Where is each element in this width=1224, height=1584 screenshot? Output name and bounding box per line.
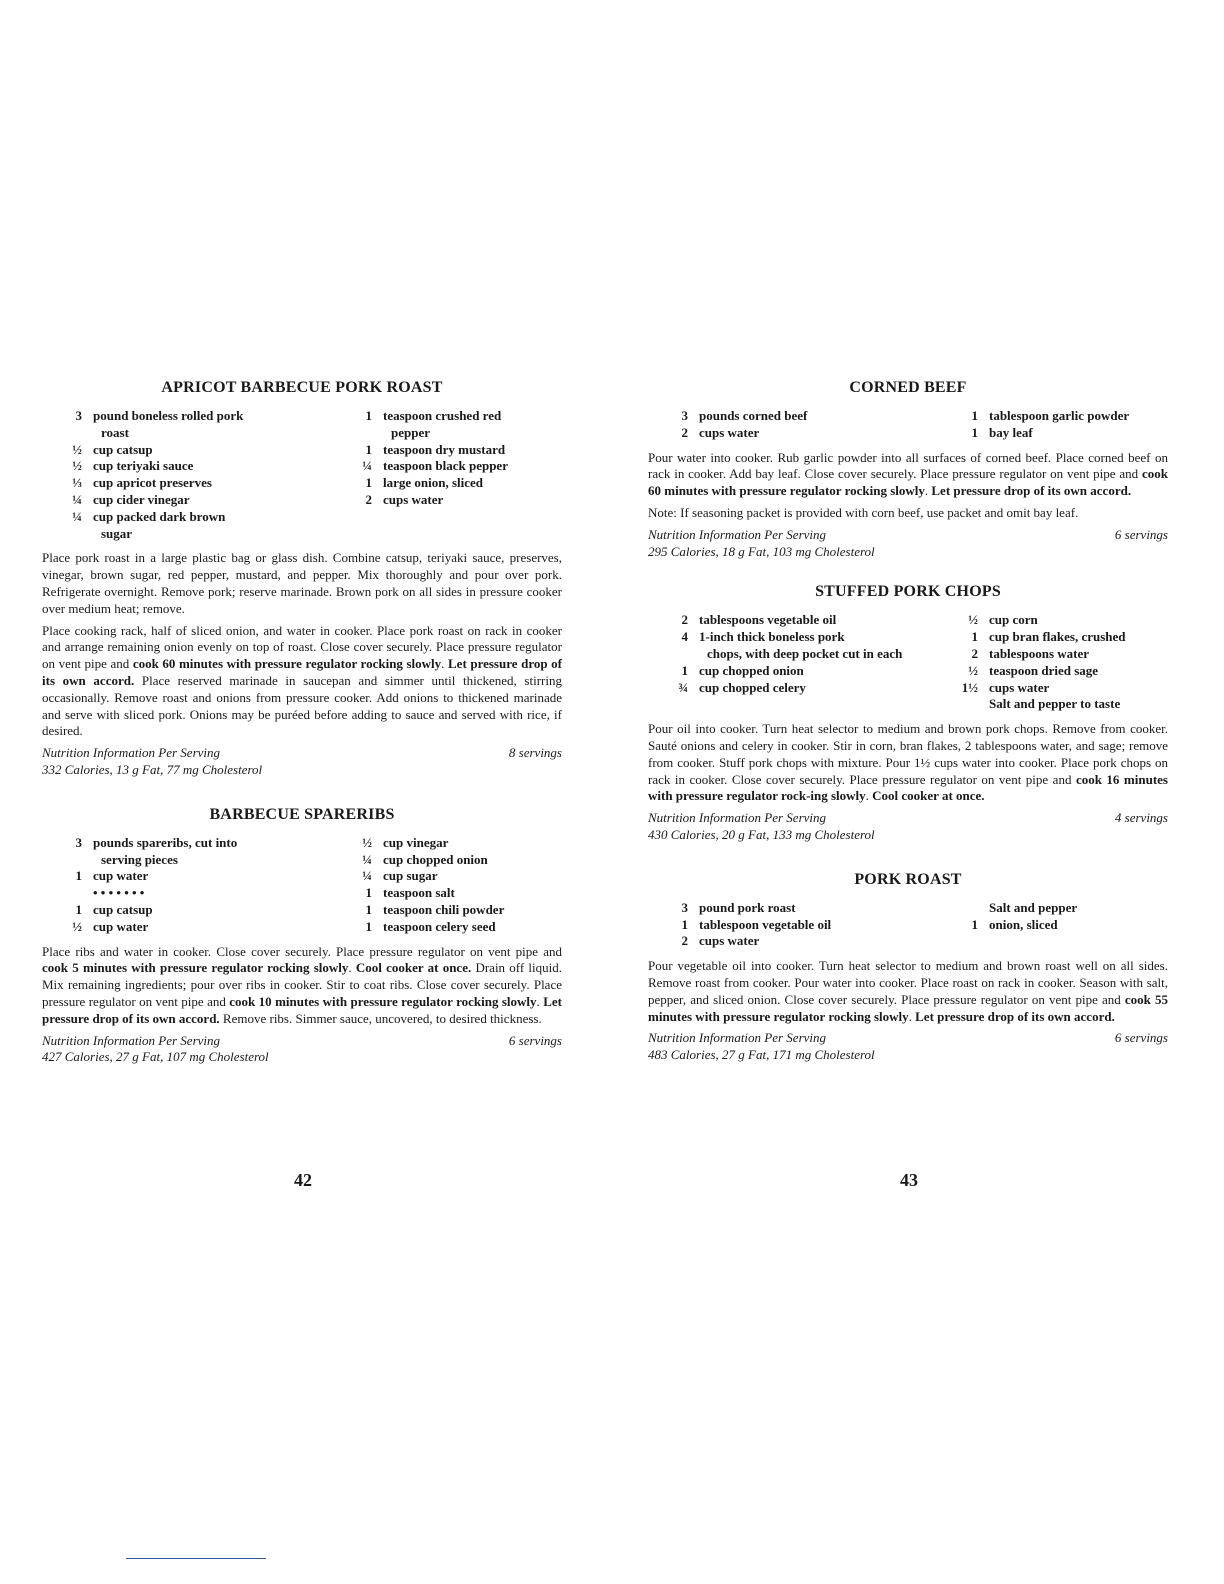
ingredient-quantity: 1	[365, 885, 372, 901]
instruction-emphasis: Let pressure drop of its own accord.	[931, 483, 1132, 499]
footer-link-underline	[126, 1558, 266, 1559]
ingredient-text	[93, 475, 302, 492]
instruction-text: .	[924, 483, 932, 499]
ingredient-item	[354, 835, 562, 852]
recipe-title: PORK ROAST	[854, 870, 962, 888]
instruction-text: .	[348, 960, 356, 976]
ingredient-item	[64, 442, 302, 459]
ingredient-item	[64, 902, 302, 919]
ingredient-quantity: 1	[365, 918, 372, 934]
ingredient-quantity: 3	[75, 408, 82, 423]
ingredient-item	[960, 425, 1168, 442]
ingredient-quantity: 1	[75, 868, 82, 884]
ingredient-column	[42, 408, 302, 542]
ingredient-quantity: ¼	[362, 851, 372, 867]
ingredient-quantity: ½	[72, 441, 82, 457]
ingredient-name: cup sugar	[383, 868, 438, 884]
ingredient-name: pound pork roast	[699, 899, 796, 915]
ingredient-text	[383, 442, 562, 459]
ingredient-item	[670, 612, 908, 629]
ingredient-quantity: ¼	[72, 491, 82, 507]
ingredient-name: tablespoon vegetable oil	[699, 916, 832, 932]
ingredient-text	[699, 933, 908, 950]
ingredient-item	[64, 509, 302, 543]
instruction-text: Place cooking rack, half of sliced onion, and water in cooker. Place pork roast on rack in cooker and arrange remaining onion evenly on top of roast. Close cover securely. Place pressure regulator on vent pipe and	[42, 622, 562, 672]
ingredient-name: cup chopped celery	[699, 679, 806, 695]
instruction-text: Place reserved marinade in saucepan and simmer until thickened, stirring occasionally. Remove roast and onions from pressure cooker. Add onions to thickened marinade and serve with sliced pork. Onions may be puréed before adding to sauce and served with rice, if desired.	[42, 672, 562, 739]
ingredient-quantity: 1	[971, 629, 978, 645]
ingredient-column	[42, 835, 302, 936]
ingredient-name: pounds corned beef	[699, 408, 808, 423]
ingredient-quantity: 2	[681, 424, 688, 440]
ingredient-quantity: ½	[362, 834, 372, 850]
ingredient-item	[960, 408, 1168, 425]
ingredient-name: cups water	[383, 491, 444, 507]
ingredient-name: teaspoon black pepper	[383, 458, 508, 474]
ingredient-item	[64, 868, 302, 885]
ingredient-quantity	[960, 900, 978, 917]
ingredient-quantity: 1	[365, 408, 372, 423]
ingredient-list	[648, 900, 1168, 950]
ingredient-text	[93, 492, 302, 509]
ingredient-item	[670, 629, 908, 663]
ingredient-text	[383, 885, 562, 902]
ingredient-name: cups water	[699, 933, 760, 949]
servings-count: 6 servings	[1114, 1030, 1168, 1046]
instruction-emphasis: Let pressure drop of its own accord.	[42, 993, 562, 1026]
ingredient-quantity: ¾	[678, 679, 688, 695]
nutrition-header	[42, 1033, 562, 1050]
ingredient-item	[354, 885, 562, 902]
ingredient-text	[93, 835, 302, 869]
ingredient-name: Salt and pepper	[989, 899, 1078, 915]
ingredient-item	[354, 442, 562, 459]
nutrition-label: Nutrition Information Per Serving	[648, 526, 827, 542]
nutrition-values: 295 Calories, 18 g Fat, 103 mg Cholesterol	[648, 543, 875, 559]
recipe	[42, 378, 562, 779]
ingredient-name: cup teriyaki sauce	[93, 458, 194, 474]
ingredient-name-continued: roast	[101, 424, 129, 440]
ingredient-quantity: ½	[968, 662, 978, 678]
ingredient-list	[648, 408, 1168, 442]
recipe-title: CORNED BEEF	[849, 379, 967, 396]
ingredient-name: teaspoon crushed red	[383, 408, 502, 423]
ingredient-column	[648, 612, 908, 713]
ingredient-text	[383, 868, 562, 885]
ingredient-text	[93, 919, 302, 936]
ingredient-item	[960, 917, 1168, 934]
ingredient-name: cup cider vinegar	[93, 491, 190, 507]
ingredient-item	[960, 629, 1168, 646]
ingredient-quantity: 1	[365, 441, 372, 457]
ingredient-text	[989, 612, 1168, 629]
servings-count: 6 servings	[508, 1032, 562, 1048]
instruction-emphasis: Cool cooker at once.	[355, 960, 472, 976]
ingredient-quantity: 3	[681, 408, 688, 423]
ingredient-item	[670, 900, 908, 917]
ingredient-text	[699, 680, 908, 697]
right-page	[648, 378, 1168, 1064]
instructions-paragraph	[42, 550, 562, 617]
instruction-emphasis: Let pressure drop of its own accord.	[42, 656, 562, 688]
ingredient-name-continued: chops, with deep pocket cut in each	[707, 645, 903, 661]
ingredient-item	[960, 680, 1168, 697]
ingredient-item	[354, 408, 562, 442]
ingredient-name: teaspoon dried sage	[989, 662, 1099, 678]
instruction-text: Pour water into cooker. Rub garlic powder into all surfaces of corned beef. Place corned beef on rack in cooker. Add bay leaf. Close cover securely. Place pressure regulator on vent pipe and	[648, 449, 1168, 482]
instructions-paragraph	[648, 721, 1168, 805]
ingredient-name: tablespoon garlic powder	[989, 408, 1130, 423]
ingredient-text	[383, 408, 562, 442]
ingredient-name: tablespoons vegetable oil	[699, 612, 837, 628]
ingredient-item	[64, 475, 302, 492]
instruction-emphasis: cook 10 minutes with pressure regulator rocking slowly	[229, 993, 537, 1009]
instruction-text: Drain off liquid. Mix remaining ingredients; pour over ribs in cooker. Stir to coat ribs. Close cover securely. Place pressure regulator on vent pipe and	[42, 960, 563, 1009]
ingredient-column	[302, 835, 562, 936]
ingredient-name: cup water	[93, 918, 149, 934]
ingredient-column	[302, 408, 562, 542]
ingredient-item	[670, 663, 908, 680]
ingredient-text	[699, 917, 908, 934]
instruction-emphasis: cook 55 minutes with pressure regulator rocking slowly	[648, 991, 1168, 1024]
ingredient-quantity: 2	[681, 933, 688, 949]
ingredient-text	[383, 919, 562, 936]
ingredient-quantity: 3	[681, 899, 688, 915]
nutrition-header	[648, 1030, 1168, 1047]
ingredient-name-continued: sugar	[101, 525, 133, 541]
ingredient-item	[64, 492, 302, 509]
ingredient-item	[354, 902, 562, 919]
instruction-text: .	[536, 993, 544, 1009]
instruction-text: Place ribs and water in cooker. Close cover securely. Place pressure regulator on vent pipe and	[42, 943, 562, 959]
ingredient-quantity: 1	[971, 424, 978, 440]
ingredient-item	[64, 885, 302, 902]
nutrition-label: Nutrition Information Per Serving	[648, 1030, 827, 1046]
ingredient-name: teaspoon chili powder	[383, 901, 505, 917]
ingredient-name: cup bran flakes, crushed	[989, 629, 1126, 645]
ingredient-name: cups water	[699, 424, 760, 440]
ingredient-text	[93, 885, 302, 902]
ingredient-text	[989, 408, 1168, 425]
ingredient-text	[383, 458, 562, 475]
ingredient-text	[383, 475, 562, 492]
ingredient-item	[670, 425, 908, 442]
ingredient-text	[93, 902, 302, 919]
ingredient-item	[64, 919, 302, 936]
ingredient-item	[64, 408, 302, 442]
ingredient-text	[699, 425, 908, 442]
ingredient-item	[354, 852, 562, 869]
ingredient-quantity: 2	[971, 645, 978, 661]
ingredient-item	[960, 663, 1168, 680]
recipe-title: STUFFED PORK CHOPS	[815, 583, 1001, 601]
ingredient-name: Salt and pepper to taste	[989, 696, 1121, 712]
nutrition-values: 430 Calories, 20 g Fat, 133 mg Cholesterol	[648, 826, 875, 842]
ingredient-item	[960, 900, 1168, 917]
ingredient-text	[989, 680, 1168, 697]
ingredient-item	[354, 919, 562, 936]
nutrition-header	[648, 527, 1168, 544]
instructions-paragraph	[648, 505, 1168, 522]
instruction-emphasis: cook 16 minutes with pressure regulator rock-ing slowly	[648, 771, 1168, 804]
ingredient-column	[648, 900, 908, 950]
instruction-text: Pour vegetable oil into cooker. Turn heat selector to medium and brown roast well on all sides. Remove roast from cooker. Pour water into cooker. Place roast on rack in cooker. Season with salt, pepper, and sliced onion. Close cover securely. Place pressure regulator on vent pipe and	[648, 958, 1168, 1007]
ingredient-quantity: ¼	[362, 868, 372, 884]
ingredient-text	[383, 492, 562, 509]
ingredient-item	[670, 408, 908, 425]
page-number-right: 43	[900, 1170, 918, 1190]
servings-count: 4 servings	[1114, 810, 1168, 826]
instruction-emphasis: Let pressure drop of its own accord.	[915, 1008, 1115, 1024]
ingredient-quantity: 1	[365, 901, 372, 917]
nutrition-label: Nutrition Information Per Serving	[648, 810, 827, 826]
ingredient-text	[989, 646, 1168, 663]
servings-count: 8 servings	[508, 745, 562, 761]
ingredient-quantity: 1	[365, 475, 372, 491]
ingredient-text	[699, 408, 908, 425]
ingredient-item	[64, 458, 302, 475]
nutrition-label: Nutrition Information Per Serving	[42, 1032, 221, 1048]
ingredient-text	[989, 629, 1168, 646]
instruction-text: Pour oil into cooker. Turn heat selector to medium and brown pork chops. Remove from cooker. Sauté onions and celery in cooker. Stir in corn, bran flakes, 2 tablespoons water, and sage; remove from cooker. Stuff pork chops with mixture. Pour 1½ cups water into cooker. Place pork chops on rack in cooker. Close cover securely. Place pressure regulator on vent pipe and	[648, 721, 1168, 787]
ingredient-quantity: ¼	[362, 458, 372, 474]
ingredient-list	[42, 408, 562, 542]
ingredient-name: onion, sliced	[989, 916, 1058, 932]
recipe	[42, 805, 562, 1066]
ingredient-name: tablespoons water	[989, 645, 1090, 661]
ingredient-item	[670, 917, 908, 934]
instruction-emphasis: cook 60 minutes with pressure regulator rocking slowly	[132, 656, 442, 672]
instructions-paragraph	[648, 450, 1168, 500]
ingredient-name-continued: pepper	[391, 424, 430, 440]
ingredient-list	[648, 612, 1168, 713]
ingredient-column	[908, 612, 1168, 713]
instruction-text: Place pork roast in a large plastic bag or glass dish. Combine catsup, teriyaki sauce, preserves, vinegar, brown sugar, red pepper, mustard, and pepper. Mix thoroughly and pour over pork. Refrigerate overnight. Remove pork; reserve marinade. Brown pork on all sides in pressure cooker over medium heat; remove.	[42, 550, 562, 616]
left-page	[42, 378, 562, 1066]
ingredient-text	[383, 852, 562, 869]
ingredient-name: cup catsup	[93, 901, 153, 917]
recipe-title: APRICOT BARBECUE PORK ROAST	[161, 379, 443, 396]
ingredient-text	[699, 629, 908, 663]
instruction-emphasis: Cool cooker at once.	[872, 788, 985, 804]
ingredient-name: cup vinegar	[383, 834, 449, 850]
ingredient-quantity: 1	[971, 916, 978, 932]
nutrition-header	[648, 810, 1168, 827]
ingredient-quantity: 1	[681, 662, 688, 678]
instructions-paragraph	[42, 944, 562, 1028]
ingredient-item	[354, 492, 562, 509]
ingredient-quantity: 4	[681, 629, 688, 645]
ingredient-text	[989, 425, 1168, 442]
nutrition-values: 427 Calories, 27 g Fat, 107 mg Cholesterol	[42, 1049, 269, 1065]
ingredient-quantity: 1	[681, 916, 688, 932]
ingredient-name: pounds spareribs, cut into	[93, 834, 238, 850]
ingredient-text	[93, 509, 302, 543]
ingredient-quantity: ½	[968, 612, 978, 628]
ingredient-name: cup corn	[989, 612, 1038, 628]
ingredient-item	[670, 933, 908, 950]
recipe	[648, 870, 1168, 1064]
ingredient-quantity	[960, 696, 978, 713]
ingredient-name: teaspoon salt	[383, 885, 455, 901]
ingredient-name-continued: serving pieces	[101, 851, 178, 867]
ingredient-text	[93, 442, 302, 459]
ingredient-name: teaspoon celery seed	[383, 918, 496, 934]
ingredient-quantity: ½	[72, 458, 82, 474]
ingredient-name: cup packed dark brown	[93, 508, 226, 524]
ingredient-item	[960, 646, 1168, 663]
ingredient-quantity: 2	[681, 612, 688, 628]
ingredient-column	[908, 900, 1168, 950]
ingredient-text	[989, 663, 1168, 680]
ingredient-item	[670, 680, 908, 697]
ingredient-quantity: 1	[971, 408, 978, 423]
recipe	[648, 582, 1168, 843]
ingredient-quantity: 3	[75, 834, 82, 850]
ingredient-text	[383, 902, 562, 919]
ingredient-name: cup chopped onion	[383, 851, 488, 867]
ingredient-name: • • • • • • •	[93, 885, 145, 901]
ingredient-quantity	[64, 885, 82, 902]
ingredient-quantity: 1	[75, 901, 82, 917]
ingredient-quantity: 1½	[961, 679, 978, 695]
ingredient-name: cup apricot preserves	[93, 475, 212, 491]
ingredient-name: bay leaf	[989, 424, 1033, 440]
ingredient-text	[93, 458, 302, 475]
instruction-emphasis: cook 5 minutes with pressure regulator rocking slowly	[42, 960, 349, 976]
ingredient-text	[699, 663, 908, 680]
instruction-text: Note: If seasoning packet is provided with corn beef, use packet and omit bay leaf.	[648, 504, 1079, 520]
instruction-emphasis: cook 60 minutes with pressure regulator rocking slowly	[648, 466, 1168, 499]
ingredient-name: cup catsup	[93, 441, 153, 457]
nutrition-header	[42, 745, 562, 762]
instructions-paragraph	[42, 623, 562, 741]
ingredient-name: large onion, sliced	[383, 475, 484, 491]
page-number-left: 42	[294, 1170, 312, 1190]
ingredient-item	[354, 475, 562, 492]
ingredient-column	[648, 408, 908, 442]
ingredient-text	[989, 917, 1168, 934]
ingredient-text	[699, 612, 908, 629]
instruction-text: .	[865, 788, 873, 804]
ingredient-text	[93, 408, 302, 442]
nutrition-values: 332 Calories, 13 g Fat, 77 mg Cholesterol	[42, 761, 263, 777]
ingredient-text	[989, 696, 1168, 713]
servings-count: 6 servings	[1114, 526, 1168, 542]
ingredient-name: cup water	[93, 868, 149, 884]
ingredient-quantity: ½	[72, 918, 82, 934]
ingredient-quantity: 2	[365, 491, 372, 507]
instruction-text: Remove ribs. Simmer sauce, uncovered, to desired thickness.	[219, 1010, 542, 1026]
ingredient-item	[64, 835, 302, 869]
ingredient-name: cups water	[989, 679, 1050, 695]
ingredient-column	[908, 408, 1168, 442]
ingredient-name: pound boneless rolled pork	[93, 408, 244, 423]
ingredient-name: cup chopped onion	[699, 662, 804, 678]
instruction-text: .	[908, 1008, 916, 1024]
nutrition-values: 483 Calories, 27 g Fat, 171 mg Cholesterol	[648, 1047, 875, 1063]
ingredient-text	[989, 900, 1168, 917]
ingredient-name: teaspoon dry mustard	[383, 441, 506, 457]
ingredient-list	[42, 835, 562, 936]
instruction-text: .	[441, 656, 448, 672]
instructions-paragraph	[648, 958, 1168, 1025]
ingredient-item	[960, 612, 1168, 629]
ingredient-text	[699, 900, 908, 917]
recipe-title: BARBECUE SPARERIBS	[209, 805, 395, 823]
ingredient-name: 1-inch thick boneless pork	[699, 629, 845, 645]
ingredient-item	[960, 696, 1168, 713]
ingredient-quantity: ¼	[72, 508, 82, 524]
ingredient-text	[93, 868, 302, 885]
ingredient-quantity: ⅓	[72, 475, 82, 491]
ingredient-text	[383, 835, 562, 852]
nutrition-label: Nutrition Information Per Serving	[42, 745, 221, 761]
ingredient-item	[354, 868, 562, 885]
ingredient-item	[354, 458, 562, 475]
recipe	[648, 378, 1168, 560]
